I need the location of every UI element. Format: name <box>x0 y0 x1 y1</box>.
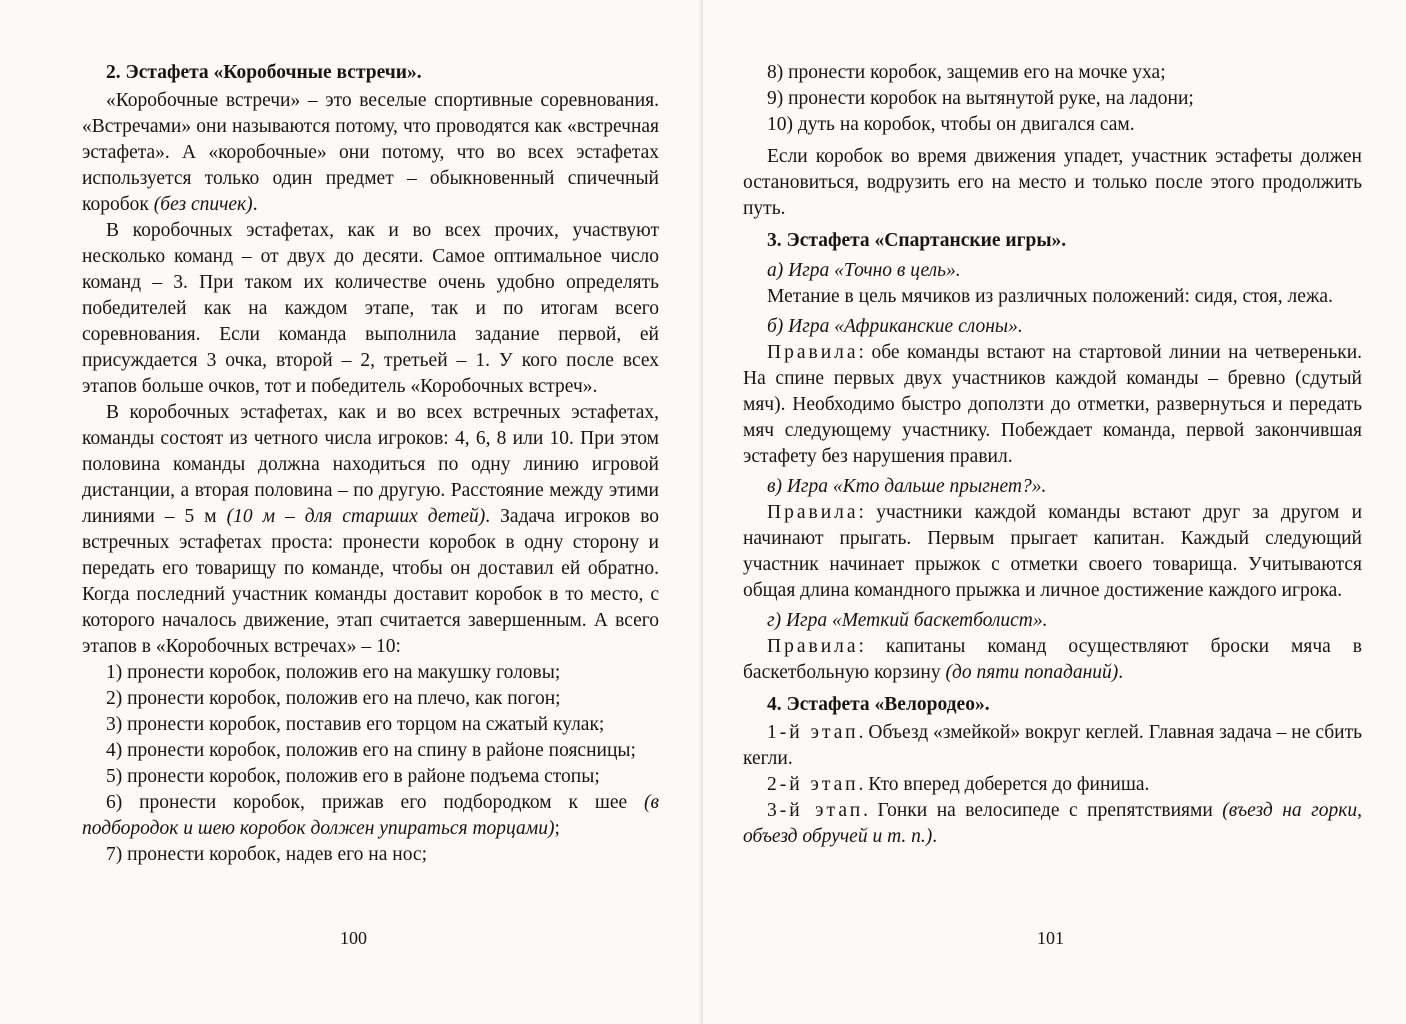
game-title: а) Игра «Точно в цель». <box>767 260 961 281</box>
paragraph: Метание в цель мячиков из различных положений: сидя, стоя, лежа. <box>767 286 1333 307</box>
paragraph: Правила: капитаны команд осуществляют броски мяча в баскетбольную корзину (до пяти попаданий). <box>743 636 1362 683</box>
paragraph: Если коробок во время движения упадет, участник эстафеты должен остановиться, водрузить его на место и только после этого продолжить путь. <box>743 146 1362 219</box>
stage-item: 2-й этап. Кто вперед доберется до финиша. <box>767 774 1150 795</box>
page-number: 101 <box>1037 928 1064 948</box>
list-item: 2) пронести коробок, положив его на плечо, как погон; <box>106 688 561 709</box>
section-heading-4: 4. Эстафета «Велородео». <box>767 694 990 715</box>
list-item: 3) пронести коробок, поставив его торцом на сжатый кулак; <box>106 714 605 735</box>
list-item: 9) пронести коробок на вытянутой руке, на ладони; <box>767 88 1194 109</box>
page-number: 100 <box>340 928 367 948</box>
paragraph: Правила: участники каждой команды встают друг за другом и начинают прыгать. Первым прыгает капитан. Каждый следующий участник начинает прыжок с отметки своего товарища. Учитываются общая длина командного прыжка и личное достижение каждого игрока. <box>743 502 1362 601</box>
rules-label: Правила <box>767 636 859 657</box>
game-title: б) Игра «Африканские слоны». <box>767 316 1023 337</box>
game-title: г) Игра «Меткий баскетболист». <box>767 610 1048 631</box>
rules-label: Правила <box>767 502 859 523</box>
list-item: 8) пронести коробок, защемив его на мочке уха; <box>767 62 1166 83</box>
stage-item: 3-й этап. Гонки на велосипеде с препятствиями (въезд на горки, объезд обручей и т. п.). <box>743 800 1363 847</box>
paragraph: Правила: обе команды встают на стартовой линии на четвереньки. На спине первых двух участников каждой команды – бревно (сдутый мяч). Необходимо быстро доползти до отметки, развернуться и передать мяч следующему участнику. Побеждает команда, первой закончившая эстафету без нарушения правил. <box>743 342 1362 467</box>
stage-item: 1-й этап. Объезд «змейкой» вокруг кеглей. Главная задача – не сбить кегли. <box>743 722 1362 769</box>
paragraph: В коробочных эстафетах, как и во всех прочих, участвуют несколько команд – от двух до десяти. Самое оптимальное число команд – 3. При таком их количестве очень удобно определять победителей как на каждом этапе, так и по итогам всего соревнования. Если команда выполнила задание первой, ей присуждается 3 очка, второй – 2, третьей – 1. У кого после всех этапов больше очков, тот и победитель «Коробочных встреч». <box>82 220 659 397</box>
list-item: 6) пронести коробок, прижав его подбородком к шее (в подбородок и шею коробок должен упираться торцами); <box>82 792 660 839</box>
game-title: в) Игра «Кто дальше прыгнет?». <box>767 476 1047 497</box>
right-page <box>703 0 1406 1024</box>
rules-label: Правила <box>767 342 859 363</box>
list-item: 4) пронести коробок, положив его на спину в районе поясницы; <box>106 740 636 761</box>
list-item: 10) дуть на коробок, чтобы он двигался сам. <box>767 114 1135 135</box>
list-item: 1) пронести коробок, положив его на макушку головы; <box>106 662 561 683</box>
section-heading-2: 2. Эстафета «Коробочные встречи». <box>106 62 422 83</box>
list-item: 5) пронести коробок, положив его в районе подъема стопы; <box>106 766 600 787</box>
section-heading-3: 3. Эстафета «Спартанские игры». <box>767 230 1067 251</box>
list-item: 7) пронести коробок, надев его на нос; <box>106 844 427 865</box>
paragraph: «Коробочные встречи» – это веселые спортивные соревнования. «Встречами» они называются потому, что проводятся как «встречная эстафета». А «коробочные» они потому, что во всех эстафетах используется только один предмет – обыкновенный спичечный коробок (без спичек). <box>82 90 659 215</box>
paragraph: В коробочных эстафетах, как и во всех встречных эстафетах, команды состоят из четного числа игроков: 4, 6, 8 или 10. При этом половина команды должна находиться по одну линию игровой дистанции, а вторая половина – по другую. Расстояние между этими линиями – 5 м (10 м – для старших детей). Задача игроков во встречных эстафетах проста: пронести коробок в одну сторону и передать его товарищу по команде, чтобы он доставил ей обратно. Когда последний участник команды доставит коробок в то место, с которого началось движение, этап считается завершенным. А всего этапов в «Коробочных встречах» – 10: <box>82 402 660 657</box>
